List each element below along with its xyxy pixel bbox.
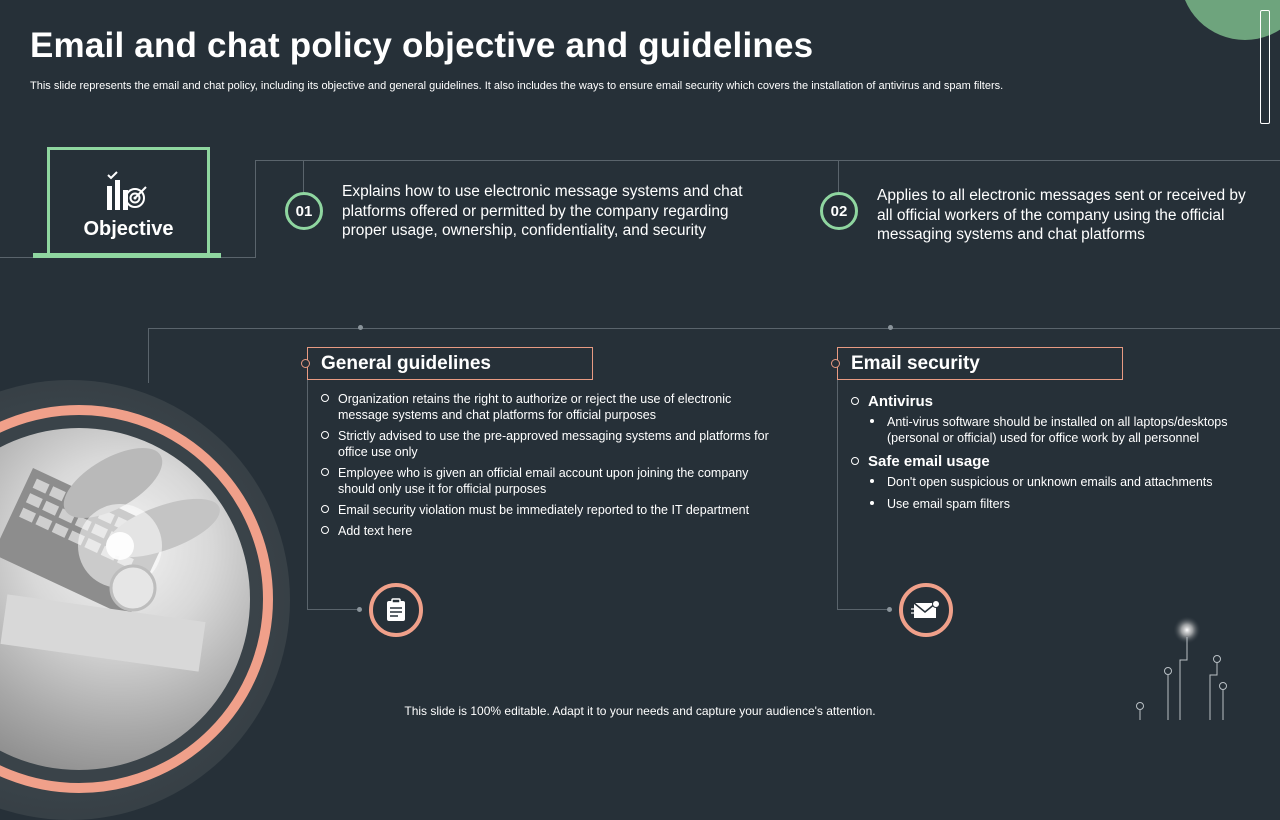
- page-title: Email and chat policy objective and guidelines: [30, 26, 814, 65]
- section-title-dot: [831, 359, 840, 368]
- email-security-title: Email security: [837, 347, 1123, 380]
- connector-line: [148, 328, 149, 383]
- connector-dot: [888, 325, 893, 330]
- divider-line: [255, 160, 256, 258]
- email-icon: [911, 599, 941, 621]
- list-item: Don't open suspicious or unknown emails and attachments: [850, 474, 1250, 490]
- list-item: Use email spam filters: [850, 496, 1250, 512]
- objective-number-1: 01: [285, 192, 323, 230]
- divider-line: [148, 328, 1280, 329]
- divider-line: [255, 160, 1280, 161]
- connector-dot: [358, 325, 363, 330]
- email-icon-ring: [899, 583, 953, 637]
- connector-dot: [887, 607, 892, 612]
- connector-line: [307, 364, 308, 609]
- connector-line: [837, 364, 838, 609]
- connector-dot: [357, 607, 362, 612]
- list-item: Strictly advised to use the pre-approved messaging systems and platforms for office use only: [320, 428, 780, 460]
- list-item: Add text here: [320, 523, 780, 539]
- connector-line: [838, 160, 839, 192]
- connector-line: [837, 609, 889, 610]
- section-title-dot: [301, 359, 310, 368]
- list-item: Email security violation must be immediately reported to the IT department: [320, 502, 780, 518]
- clipboard-icon: [385, 598, 407, 622]
- list-item: Anti-virus software should be installed on all laptops/desktops (personal or official) used for office work by all personnel: [850, 414, 1250, 446]
- decorative-side-bar: [1260, 10, 1270, 124]
- footer-note: This slide is 100% editable. Adapt it to your needs and capture your audience's attention.: [404, 704, 876, 718]
- page-subtitle: This slide represents the email and chat policy, including its objective and general guidelines. It also includes the ways to ensure email security which covers the installation of antivirus and spam filters.: [30, 80, 1004, 92]
- chart-target-icon: [105, 168, 151, 214]
- connector-line: [303, 160, 304, 192]
- list-item: Organization retains the right to authorize or reject the use of electronic message systems and chat platforms for official purposes: [320, 391, 780, 423]
- safe-email-usage-heading: Safe email usage: [850, 452, 1250, 471]
- email-security-content: [850, 392, 1250, 518]
- objective-number-2: 02: [820, 192, 858, 230]
- objective-text-1: Explains how to use electronic message systems and chat platforms offered or permitted by the company regarding proper usage, ownership, confidentiality, and security: [342, 183, 743, 239]
- objective-text-2: Applies to all electronic messages sent or received by all official workers of the company using the official messaging systems and chat platforms: [877, 187, 1246, 243]
- clipboard-icon-ring: [369, 583, 423, 637]
- general-guidelines-title: General guidelines: [307, 347, 593, 380]
- general-guidelines-list: [320, 391, 780, 544]
- objective-label: Objective: [83, 218, 174, 240]
- connector-line: [307, 609, 359, 610]
- objective-box-base: [33, 253, 221, 258]
- antivirus-heading: Antivirus: [850, 392, 1250, 411]
- list-item: Employee who is given an official email account upon joining the company should only use it for official purposes: [320, 465, 780, 497]
